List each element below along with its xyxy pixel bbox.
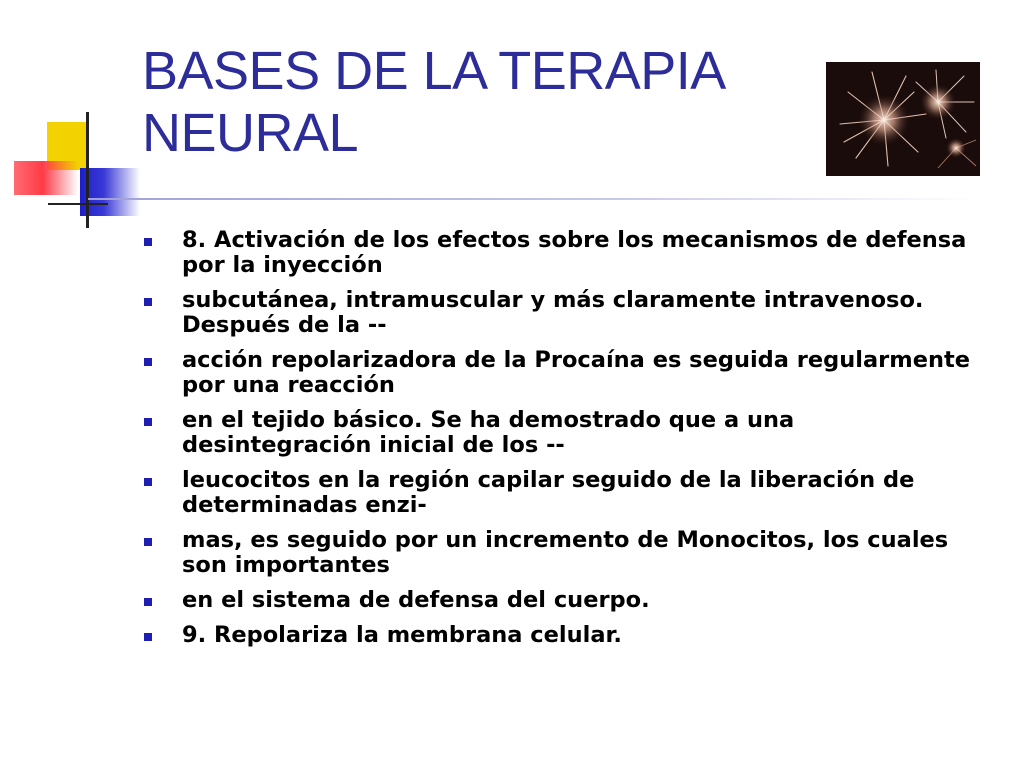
bullet-list	[142, 228, 982, 658]
bullet-text: leucocitos en la región capilar seguido de la liberación de determinadas enzi-	[182, 467, 915, 518]
list-item	[142, 228, 982, 278]
bullet-square-icon	[144, 418, 152, 426]
title-line-1: BASES DE LA TERAPIA	[142, 41, 726, 101]
red-bar-decoration	[14, 161, 78, 195]
bullet-square-icon	[144, 478, 152, 486]
bullet-text: en el sistema de defensa del cuerpo.	[182, 587, 650, 613]
list-item	[142, 288, 982, 338]
vertical-line-decoration	[86, 112, 89, 228]
bullet-text: subcutánea, intramuscular y más claramente intravenoso. Después de la --	[182, 287, 924, 338]
bullet-square-icon	[144, 298, 152, 306]
bullet-square-icon	[144, 633, 152, 641]
bullet-text: 9. Repolariza la membrana celular.	[182, 622, 622, 648]
list-item	[142, 468, 982, 518]
slide-title	[142, 40, 802, 164]
bullet-square-icon	[144, 598, 152, 606]
bullet-square-icon	[144, 538, 152, 546]
bullet-square-icon	[144, 358, 152, 366]
list-item	[142, 588, 982, 613]
corner-decoration	[0, 0, 150, 240]
bullet-square-icon	[144, 238, 152, 246]
list-item	[142, 623, 982, 648]
title-divider	[88, 198, 978, 200]
bullet-text: acción repolarizadora de la Procaína es seguida regularmente por una reacción	[182, 347, 971, 398]
blue-bar-decoration	[80, 168, 140, 216]
list-item	[142, 528, 982, 578]
bullet-text: 8. Activación de los efectos sobre los mecanismos de defensa por la inyección	[182, 227, 967, 278]
horizontal-line-decoration	[48, 203, 108, 205]
title-line-2: NEURAL	[142, 103, 359, 163]
bullet-text: en el tejido básico. Se ha demostrado que a una desintegración inicial de los --	[182, 407, 795, 458]
bullet-text: mas, es seguido por un incremento de Monocitos, los cuales son importantes	[182, 527, 949, 578]
list-item	[142, 348, 982, 398]
fireworks-photo	[826, 62, 980, 176]
list-item	[142, 408, 982, 458]
